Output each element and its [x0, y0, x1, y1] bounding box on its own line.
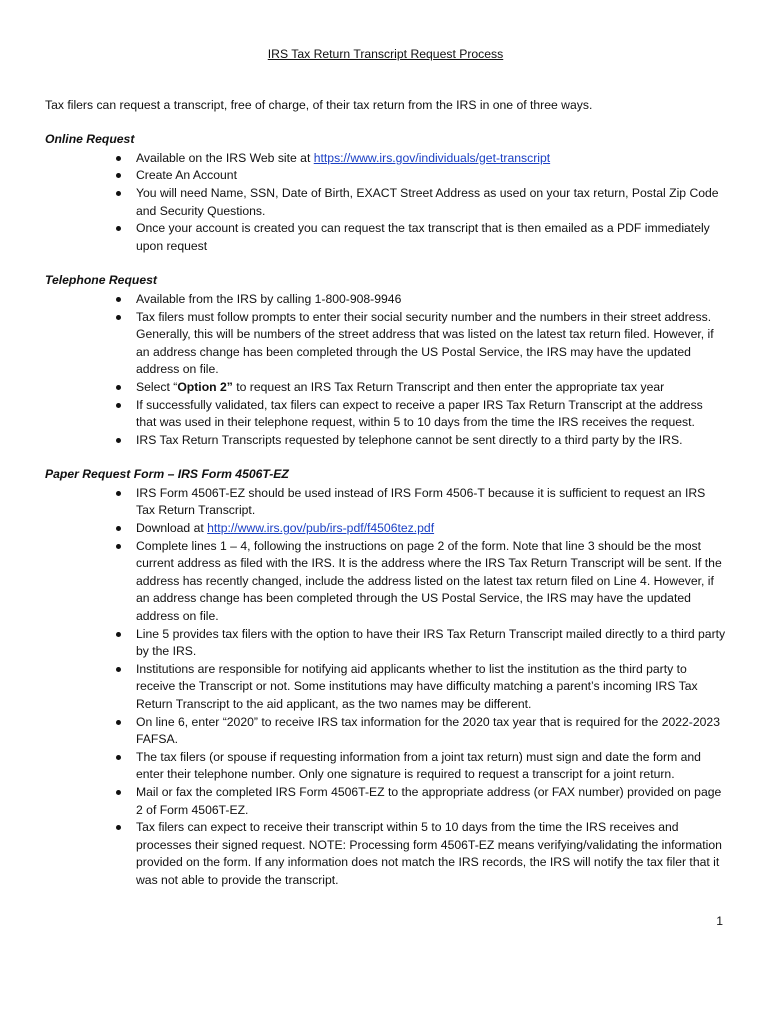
bullet-icon — [116, 191, 121, 196]
bullet-icon — [116, 315, 121, 320]
list-item — [136, 661, 726, 714]
bullet-icon — [116, 526, 121, 531]
list-item-text: Download at — [136, 521, 208, 536]
get-transcript-link[interactable]: https://www.irs.gov/individuals/get-transcript — [313, 150, 551, 165]
bullet-icon — [116, 173, 121, 178]
list-item — [136, 220, 726, 255]
list-item — [136, 626, 726, 661]
bullet-icon — [116, 720, 121, 725]
list-item-text: Mail or fax the completed IRS Form 4506T-EZ to the appropriate address (or FAX number) provided on page 2 of Form 4506T-EZ. — [136, 784, 722, 817]
list-item — [136, 397, 726, 432]
list-item — [136, 185, 726, 220]
intro-paragraph: Tax filers can request a transcript, free of charge, of their tax return from the IRS in one of three ways. — [45, 97, 593, 112]
bullet-icon — [116, 156, 121, 161]
bullet-icon — [116, 790, 121, 795]
list-item — [136, 309, 726, 379]
list-item — [136, 432, 726, 450]
list-item — [136, 784, 726, 819]
list-item — [136, 379, 726, 397]
list-item-text: Tax filers can expect to receive their transcript within 5 to 10 days from the time the IRS receives and processes their signed request. NOTE: Processing form 4506T-EZ means verifying/validating the information provided on the form. If any information does not match the IRS records, the IRS will notify the tax filer that it was not able to provide the transcript. — [136, 820, 722, 887]
telephone-request-heading: Telephone Request — [45, 273, 157, 288]
list-item-text: If successfully validated, tax filers can expect to receive a paper IRS Tax Return Transcript at the address that was used in their telephone request, within 5 to 10 days from the time the IRS receives the request. — [136, 397, 703, 430]
form-4506tez-download-link[interactable]: http://www.irs.gov/pub/irs-pdf/f4506tez.pdf — [207, 521, 435, 536]
list-item-text: Tax filers must follow prompts to enter their social security number and the numbers in their street address. Generally, this will be numbers of the street address that was listed on the latest tax return filed. However, if an address change has been completed through the US Postal Service, the IRS may have the updated address on file. — [136, 309, 714, 377]
list-item — [136, 538, 726, 626]
bullet-icon — [116, 403, 121, 408]
list-item — [136, 714, 726, 749]
telephone-request-section — [45, 272, 726, 449]
bullet-icon — [116, 755, 121, 760]
list-item-text: Institutions are responsible for notifying aid applicants whether to list the institution as the third party to receive the Transcript or not. Some institutions may have difficulty matching a parent’s incoming IRS Tax Return Transcript to the aid applicant, as the two names may be different. — [136, 661, 698, 711]
page-title: IRS Tax Return Transcript Request Process — [267, 47, 504, 61]
list-item — [136, 150, 726, 168]
list-item — [136, 485, 726, 520]
list-item-text: IRS Tax Return Transcripts requested by telephone cannot be sent directly to a third party by the IRS. — [136, 432, 683, 447]
list-item-text: to request an IRS Tax Return Transcript and then enter the appropriate tax year — [232, 379, 665, 394]
bullet-icon — [116, 297, 121, 302]
bullet-icon — [116, 438, 121, 443]
bullet-icon — [116, 544, 121, 549]
page-number: 1 — [716, 914, 723, 928]
online-request-list — [45, 150, 726, 256]
list-item-text: Complete lines 1 – 4, following the instructions on page 2 of the form. Note that line 3 should be the most current address as filed with the IRS. It is the address where the IRS Tax Return Transcript will be sent. If the address has recently changed, include the address listed on the latest tax return filed on Line 4. However, if an address change has been completed through the US Postal Service, the IRS may have the updated address on file. — [136, 538, 722, 624]
list-item-text: Line 5 provides tax filers with the option to have their IRS Tax Return Transcript mailed directly to a third party by the IRS. — [136, 626, 726, 659]
list-item-text: IRS Form 4506T-EZ should be used instead of IRS Form 4506-T because it is sufficient to request an IRS Tax Return Transcript. — [136, 485, 706, 518]
bullet-icon — [116, 491, 121, 496]
online-request-heading: Online Request — [45, 132, 135, 147]
list-item — [136, 749, 726, 784]
paper-request-section — [45, 466, 726, 889]
paper-request-list — [45, 485, 726, 890]
list-item-text: Available on the IRS Web site at — [136, 150, 314, 165]
list-item-text: The tax filers (or spouse if requesting information from a joint tax return) must sign and date the form and enter their telephone number. Only one signature is required to request a transcript for a joint return. — [136, 749, 701, 782]
option-2-emphasis: Option 2” — [177, 379, 233, 394]
list-item-text: On line 6, enter “2020” to receive IRS tax information for the 2020 tax year that is required for the 2022-2023 FAFSA. — [136, 714, 720, 747]
bullet-icon — [116, 667, 121, 672]
bullet-icon — [116, 825, 121, 830]
telephone-request-list — [45, 291, 726, 449]
list-item-text: Once your account is created you can request the tax transcript that is then emailed as a PDF immediately upon request — [136, 221, 710, 253]
list-item-text: You will need Name, SSN, Date of Birth, EXACT Street Address as used on your tax return, Postal Zip Code and Security Questions. — [136, 185, 719, 218]
bullet-icon — [116, 385, 121, 390]
online-request-section — [45, 131, 726, 255]
paper-request-heading: Paper Request Form – IRS Form 4506T-EZ — [45, 467, 289, 482]
list-item — [136, 291, 726, 309]
list-item — [136, 819, 726, 889]
list-item-text: Available from the IRS by calling 1-800-908-9946 — [136, 291, 402, 306]
bullet-icon — [116, 226, 121, 231]
list-item — [136, 520, 726, 538]
list-item-text: Select “ — [136, 379, 178, 394]
list-item-text: Create An Account — [136, 168, 237, 183]
list-item — [136, 167, 726, 185]
bullet-icon — [116, 632, 121, 637]
